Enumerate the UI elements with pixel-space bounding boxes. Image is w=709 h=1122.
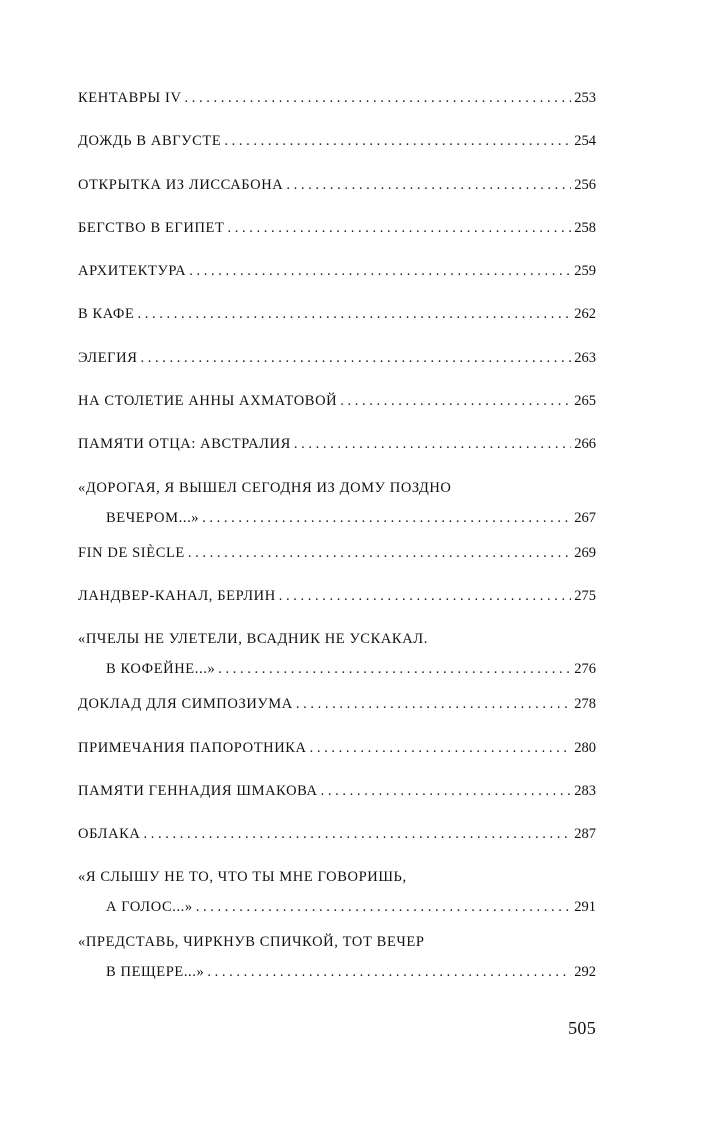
toc-entry-title-continuation — [78, 962, 596, 982]
dot-leader — [286, 175, 571, 195]
toc-entry — [78, 738, 596, 781]
toc-entry-page: 278 — [574, 696, 596, 713]
toc-entry — [78, 586, 596, 629]
toc-entry — [78, 88, 596, 131]
dot-leader — [140, 348, 571, 368]
toc-entry-title-line — [78, 694, 596, 714]
toc-entry-page: 258 — [574, 219, 596, 236]
toc-entry-title: FIN DE SIÈCLE — [78, 544, 185, 561]
dot-leader — [218, 659, 571, 679]
toc-entry-title-continuation — [78, 508, 596, 528]
dot-leader — [137, 304, 571, 324]
toc-entry-page: 267 — [574, 509, 596, 526]
toc-entry-title: ЛАНДВЕР-КАНАЛ, БЕРЛИН — [78, 587, 276, 604]
toc-entry-title: «Я СЛЫШУ НЕ ТО, ЧТО ТЫ МНЕ ГОВОРИШЬ, — [78, 869, 407, 886]
toc-entry-title-line — [78, 824, 596, 844]
toc-entry-title-continuation — [78, 897, 596, 917]
toc-entry-page: 266 — [574, 436, 596, 453]
dot-leader — [294, 434, 571, 454]
dot-leader — [310, 738, 572, 758]
toc-entry-title: В ПЕЩЕРЕ...» — [106, 964, 205, 981]
toc-entry-title-line — [78, 131, 596, 151]
toc-entry-title-line — [78, 348, 596, 368]
toc-entry — [78, 824, 596, 867]
toc-entry-page: 291 — [574, 899, 596, 916]
toc-entry-title-continuation — [78, 659, 596, 679]
toc-entry-title: ПАМЯТИ ГЕННАДИЯ ШМАКОВА — [78, 782, 318, 799]
toc-entry-page: 253 — [574, 90, 596, 106]
toc-entry — [78, 781, 596, 824]
dot-leader — [144, 824, 572, 844]
toc-entry-page: 269 — [574, 544, 596, 561]
toc-entry-title-line — [78, 738, 596, 758]
toc-entry — [78, 629, 596, 694]
toc-entry-page: 283 — [574, 782, 596, 799]
toc-entry-page: 256 — [574, 176, 596, 193]
toc-entry — [78, 131, 596, 174]
toc-entry — [78, 694, 596, 737]
toc-entry-title: КЕНТАВРЫ IV — [78, 90, 182, 106]
dot-leader — [227, 218, 571, 238]
page-number: 505 — [568, 1018, 596, 1038]
toc-entry-title: В КОФЕЙНЕ...» — [106, 661, 216, 678]
toc-entry — [78, 543, 596, 586]
toc-entry-title-line — [78, 781, 596, 801]
toc-entry — [78, 348, 596, 391]
toc-entry-title: НА СТОЛЕТИЕ АННЫ АХМАТОВОЙ — [78, 393, 338, 410]
toc-entry-title-line — [78, 434, 596, 454]
toc-entry-title-line — [78, 932, 596, 952]
toc-entry-title-line — [78, 218, 596, 238]
toc-entry-title-line — [78, 586, 596, 606]
toc-entry-title: «ДОРОГАЯ, Я ВЫШЕЛ СЕГОДНЯ ИЗ ДОМУ ПОЗДНО — [78, 479, 452, 496]
toc-entry — [78, 304, 596, 347]
toc-entry — [78, 261, 596, 304]
toc-entry-title: АРХИТЕКТУРА — [78, 263, 187, 280]
toc-entry-page: 275 — [574, 587, 596, 604]
dot-leader — [296, 694, 571, 714]
dot-leader — [189, 261, 571, 281]
toc-entry-title: ЭЛЕГИЯ — [78, 349, 138, 366]
dot-leader — [185, 88, 572, 108]
table-of-contents — [78, 88, 596, 997]
toc-entry-title: А ГОЛОС...» — [106, 899, 193, 916]
toc-entry-title: ВЕЧЕРОМ...» — [106, 509, 200, 526]
toc-entry — [78, 391, 596, 434]
dot-leader — [340, 391, 571, 411]
toc-entry-page: 262 — [574, 306, 596, 323]
toc-entry — [78, 434, 596, 477]
toc-entry-title: ДОЖДЬ В АВГУСТЕ — [78, 133, 222, 150]
toc-entry — [78, 478, 596, 543]
toc-entry-title-line — [78, 261, 596, 281]
dot-leader — [202, 508, 571, 528]
toc-entry — [78, 867, 596, 932]
toc-entry-title-line — [78, 867, 596, 887]
dot-leader — [279, 586, 571, 606]
toc-entry-title: ДОКЛАД ДЛЯ СИМПОЗИУМА — [78, 696, 293, 713]
toc-entry-title: «ПРЕДСТАВЬ, ЧИРКНУВ СПИЧКОЙ, ТОТ ВЕЧЕР — [78, 934, 425, 951]
toc-entry-title: «ПЧЕЛЫ НЕ УЛЕТЕЛИ, ВСАДНИК НЕ УСКАКАЛ. — [78, 631, 428, 648]
toc-entry-title: В КАФЕ — [78, 306, 135, 323]
toc-entry — [78, 218, 596, 261]
dot-leader — [224, 131, 571, 151]
toc-entry-page: 292 — [574, 964, 596, 981]
toc-entry-page: 280 — [574, 739, 596, 756]
toc-entry-title-line — [78, 629, 596, 649]
toc-entry-title-line — [78, 304, 596, 324]
toc-entry-title-line — [78, 543, 596, 563]
toc-entry-page: 287 — [574, 826, 596, 843]
toc-entry-page: 265 — [574, 393, 596, 410]
dot-leader — [321, 781, 572, 801]
toc-entry-title-line — [78, 88, 596, 108]
toc-entry-title: ПАМЯТИ ОТЦА: АВСТРАЛИЯ — [78, 436, 291, 453]
toc-entry-title: БЕГСТВО В ЕГИПЕТ — [78, 219, 225, 236]
toc-entry — [78, 932, 596, 997]
dot-leader — [196, 897, 572, 917]
toc-entry-page: 254 — [574, 133, 596, 150]
dot-leader — [207, 962, 571, 982]
toc-entry-title: ПРИМЕЧАНИЯ ПАПОРОТНИКА — [78, 739, 307, 756]
toc-entry-page: 259 — [574, 263, 596, 280]
toc-entry-title-line — [78, 478, 596, 498]
toc-entry-title-line — [78, 175, 596, 195]
toc-entry — [78, 175, 596, 218]
toc-entry-title-line — [78, 391, 596, 411]
toc-entry-page: 276 — [574, 661, 596, 678]
toc-entry-title: ОБЛАКА — [78, 826, 141, 843]
toc-entry-title: ОТКРЫТКА ИЗ ЛИССАБОНА — [78, 176, 284, 193]
toc-entry-page: 263 — [574, 349, 596, 366]
dot-leader — [188, 543, 571, 563]
